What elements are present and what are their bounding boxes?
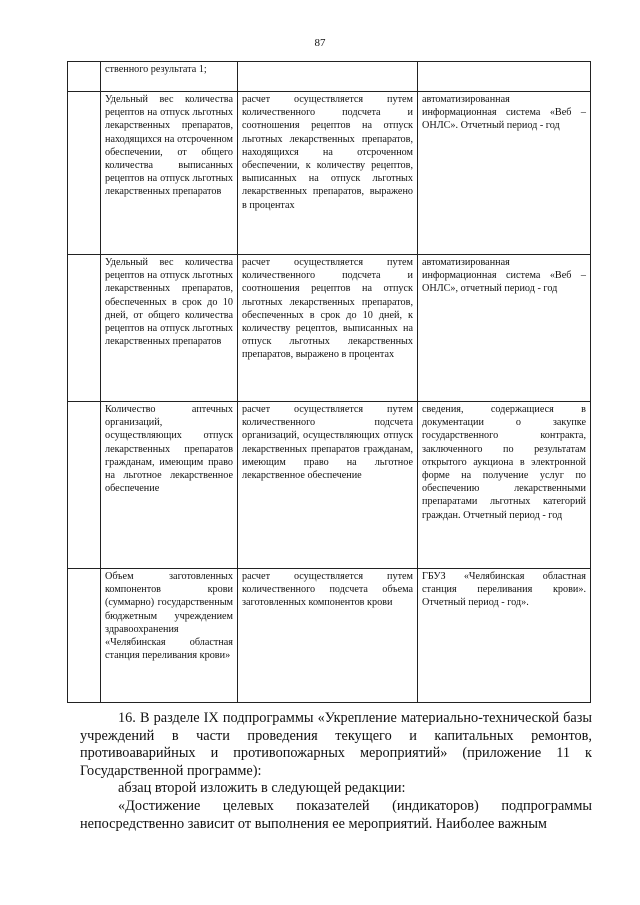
- row-number-cell: [68, 92, 101, 255]
- indicator-cell: Удельный вес количества рецептов на отпуск льготных лекарственных препаратов, находящихся на отсроченном обеспечении, от общего количества выписанных рецептов на отпуск льготных лекарственных препаратов: [101, 92, 238, 255]
- table-row: [68, 569, 591, 703]
- paragraph-16: 16. В разделе IX подпрограммы «Укрепление материально-технической базы учреждений в части проведения текущего и капитальных ремонтов, противоаварийных и противопожарных мероприятий» (приложение 11 к Государственной программе):: [80, 710, 592, 779]
- indicator-cell: Удельный вес количества рецептов на отпуск льготных лекарственных препаратов, обеспеченных в срок до 10 дней, от общего количества рецептов на отпуск льготных лекарственных препаратов: [101, 255, 238, 402]
- table-row: [68, 255, 591, 402]
- indicator-cell: Количество аптечных организаций, осуществляющих отпуск лекарственных препаратов гражданам, имеющим право на льготное лекарственное обеспечение: [101, 402, 238, 569]
- table-row: [68, 402, 591, 569]
- row-number-cell: [68, 62, 101, 92]
- method-cell: расчет осуществляется путем количественного подсчета и соотношения рецептов на отпуск льготных лекарственных препаратов, обеспеченных в срок до 10 дней, к количеству рецептов, выписанных на отпуск льготных лекарственных препаратов, выражено в процентах: [238, 255, 418, 402]
- row-number-cell: [68, 402, 101, 569]
- indicators-table: [67, 61, 591, 703]
- row-number-cell: [68, 255, 101, 402]
- source-cell: сведения, содержащиеся в документации о закупке государственного контракта, заключенного по результатам открытого аукциона в электронной форме на получение услуг по обеспечению лекарственными препаратами льготных категорий граждан. Отчетный период - год: [418, 402, 591, 569]
- method-cell: расчет осуществляется путем количественного подсчета и соотношения рецептов на отпуск льготных лекарственных препаратов, находящихся на отсроченном обеспечении, к количеству рецептов, выписанных на отпуск льготных лекарственных препаратов, выражено в процентах: [238, 92, 418, 255]
- method-cell: расчет осуществляется путем количественного подсчета объема заготовленных компонентов крови: [238, 569, 418, 703]
- source-cell: [418, 62, 591, 92]
- row-number-cell: [68, 569, 101, 703]
- source-cell: ГБУЗ «Челябинская областная станция переливания крови». Отчетный период - год».: [418, 569, 591, 703]
- paragraph-quote: «Достижение целевых показателей (индикаторов) подпрограммы непосредственно зависит от выполнения ее мероприятий. Наиболее важным: [80, 797, 592, 832]
- source-cell: автоматизированная информационная система «Веб – ОНЛС», отчетный период - год: [418, 255, 591, 402]
- indicator-cell: ственного результата 1;: [101, 62, 238, 92]
- indicator-cell: Объем заготовленных компонентов крови (суммарно) государственным бюджетным учреждением здравоохранения «Челябинская областная станция переливания крови»: [101, 569, 238, 703]
- source-cell: автоматизированная информационная система «Веб – ОНЛС». Отчетный период - год: [418, 92, 591, 255]
- page-number: 87: [314, 37, 326, 49]
- method-cell: [238, 62, 418, 92]
- method-cell: расчет осуществляется путем количественного подсчета организаций, осуществляющих отпуск лекарственных препаратов гражданам, имеющим право на льготное лекарственное обеспечение: [238, 402, 418, 569]
- table-row: [68, 92, 591, 255]
- table-row: [68, 62, 591, 92]
- body-text: [80, 710, 592, 833]
- paragraph-abzac: абзац второй изложить в следующей редакции:: [118, 780, 406, 797]
